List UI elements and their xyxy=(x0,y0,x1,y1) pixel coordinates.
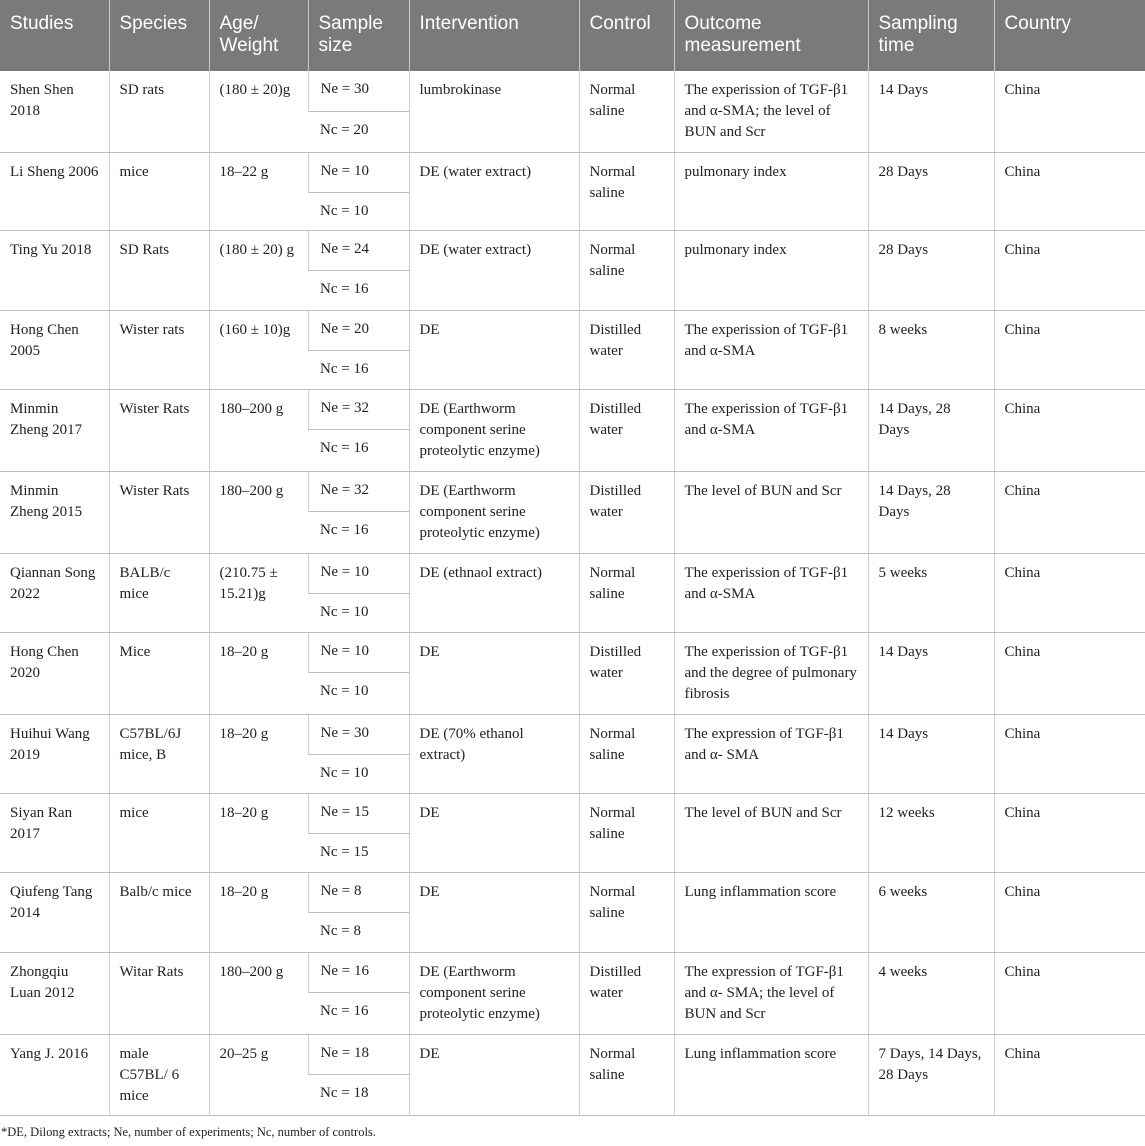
cell-age-weight: (210.75 ± 15.21)g xyxy=(209,553,308,632)
cell-outcome: The experission of TGF-β1 and the degree of pulmonary fibrosis xyxy=(674,632,868,714)
cell-sampling-time: 5 weeks xyxy=(868,553,994,632)
cell-age-weight: 180–200 g xyxy=(209,471,308,553)
cell-outcome: pulmonary index xyxy=(674,230,868,310)
cell-species: mice xyxy=(109,152,209,230)
table-row xyxy=(0,553,1145,593)
table-row xyxy=(0,310,1145,350)
cell-species: BALB/c mice xyxy=(109,553,209,632)
cell-age-weight: 180–200 g xyxy=(209,952,308,1034)
cell-age-weight: 18–20 g xyxy=(209,793,308,872)
cell-study: Qiannan Song 2022 xyxy=(0,553,109,632)
table-row xyxy=(0,71,1145,111)
cell-species: SD Rats xyxy=(109,230,209,310)
cell-sample-ne: Ne = 30 xyxy=(308,71,409,111)
cell-sample-ne: Ne = 16 xyxy=(308,952,409,992)
cell-sample-nc: Nc = 10 xyxy=(308,754,409,793)
table-row xyxy=(0,389,1145,429)
cell-sample-nc: Nc = 16 xyxy=(308,429,409,471)
cell-sample-nc: Nc = 8 xyxy=(308,912,409,952)
cell-outcome: pulmonary index xyxy=(674,152,868,230)
cell-age-weight: 20–25 g xyxy=(209,1034,308,1115)
cell-study: Ting Yu 2018 xyxy=(0,230,109,310)
cell-sample-ne: Ne = 18 xyxy=(308,1034,409,1074)
cell-sample-ne: Ne = 10 xyxy=(308,553,409,593)
cell-sampling-time: 12 weeks xyxy=(868,793,994,872)
cell-sampling-time: 14 Days xyxy=(868,71,994,152)
cell-intervention: DE (Earthworm component serine proteolytic enzyme) xyxy=(409,389,579,471)
cell-intervention: DE xyxy=(409,310,579,389)
cell-species: Balb/c mice xyxy=(109,872,209,952)
cell-country: China xyxy=(994,230,1145,310)
cell-outcome: The expression of TGF-β1 and α- SMA xyxy=(674,714,868,793)
cell-control: Normal saline xyxy=(579,793,674,872)
cell-species: C57BL/6J mice, B xyxy=(109,714,209,793)
cell-intervention: DE (water extract) xyxy=(409,230,579,310)
cell-control: Normal saline xyxy=(579,714,674,793)
cell-sample-nc: Nc = 16 xyxy=(308,511,409,553)
cell-control: Normal saline xyxy=(579,1034,674,1115)
cell-sample-nc: Nc = 16 xyxy=(308,992,409,1034)
cell-species: Mice xyxy=(109,632,209,714)
cell-age-weight: 18–22 g xyxy=(209,152,308,230)
cell-age-weight: (160 ± 10)g xyxy=(209,310,308,389)
cell-control: Distilled water xyxy=(579,632,674,714)
cell-control: Distilled water xyxy=(579,952,674,1034)
cell-outcome: The level of BUN and Scr xyxy=(674,471,868,553)
cell-outcome: The experission of TGF-β1 and α-SMA; the level of BUN and Scr xyxy=(674,71,868,152)
cell-country: China xyxy=(994,714,1145,793)
cell-country: China xyxy=(994,632,1145,714)
cell-species: mice xyxy=(109,793,209,872)
cell-sample-nc: Nc = 18 xyxy=(308,1074,409,1115)
cell-country: China xyxy=(994,152,1145,230)
table-footnote: *DE, Dilong extracts; Ne, number of experiments; Nc, number of controls. xyxy=(1,1124,376,1139)
cell-intervention: DE (70% ethanol extract) xyxy=(409,714,579,793)
cell-country: China xyxy=(994,553,1145,632)
cell-sample-nc: Nc = 10 xyxy=(308,672,409,714)
cell-outcome: Lung inflammation score xyxy=(674,1034,868,1115)
cell-intervention: DE (Earthworm component serine proteolytic enzyme) xyxy=(409,471,579,553)
cell-control: Normal saline xyxy=(579,152,674,230)
cell-sample-nc: Nc = 20 xyxy=(308,111,409,152)
cell-country: China xyxy=(994,872,1145,952)
cell-sample-nc: Nc = 10 xyxy=(308,593,409,632)
cell-country: China xyxy=(994,310,1145,389)
table-row xyxy=(0,872,1145,912)
table-row xyxy=(0,152,1145,192)
cell-outcome: The experission of TGF-β1 and α-SMA xyxy=(674,389,868,471)
cell-control: Normal saline xyxy=(579,71,674,152)
header-row xyxy=(0,0,1145,71)
cell-sampling-time: 14 Days, 28 Days xyxy=(868,389,994,471)
cell-sample-ne: Ne = 32 xyxy=(308,471,409,511)
cell-control: Normal saline xyxy=(579,230,674,310)
cell-outcome: The experission of TGF-β1 and α-SMA xyxy=(674,553,868,632)
header-studies: Studies xyxy=(0,0,109,71)
cell-age-weight: 18–20 g xyxy=(209,714,308,793)
table-row xyxy=(0,952,1145,992)
cell-age-weight: (180 ± 20)g xyxy=(209,71,308,152)
cell-sampling-time: 4 weeks xyxy=(868,952,994,1034)
cell-species: SD rats xyxy=(109,71,209,152)
cell-intervention: DE xyxy=(409,632,579,714)
cell-intervention: DE (ethnaol extract) xyxy=(409,553,579,632)
cell-age-weight: 18–20 g xyxy=(209,632,308,714)
cell-sampling-time: 8 weeks xyxy=(868,310,994,389)
header-species: Species xyxy=(109,0,209,71)
cell-sampling-time: 28 Days xyxy=(868,230,994,310)
table-row xyxy=(0,1034,1145,1074)
cell-sample-ne: Ne = 10 xyxy=(308,632,409,672)
header-sampling-time: Sampling time xyxy=(868,0,994,71)
cell-study: Hong Chen 2005 xyxy=(0,310,109,389)
cell-species: Wister rats xyxy=(109,310,209,389)
table-row xyxy=(0,471,1145,511)
cell-sample-ne: Ne = 30 xyxy=(308,714,409,754)
table-row xyxy=(0,230,1145,270)
cell-sample-nc: Nc = 15 xyxy=(308,833,409,872)
cell-sample-nc: Nc = 16 xyxy=(308,350,409,389)
cell-study: Huihui Wang 2019 xyxy=(0,714,109,793)
table-body xyxy=(0,71,1145,1115)
cell-intervention: DE xyxy=(409,872,579,952)
table-row xyxy=(0,793,1145,833)
cell-outcome: Lung inflammation score xyxy=(674,872,868,952)
cell-control: Distilled water xyxy=(579,389,674,471)
cell-country: China xyxy=(994,1034,1145,1115)
cell-control: Normal saline xyxy=(579,872,674,952)
cell-sampling-time: 14 Days, 28 Days xyxy=(868,471,994,553)
header-intervention: Intervention xyxy=(409,0,579,71)
cell-study: Shen Shen 2018 xyxy=(0,71,109,152)
cell-species: Witar Rats xyxy=(109,952,209,1034)
cell-age-weight: 18–20 g xyxy=(209,872,308,952)
table-row xyxy=(0,632,1145,672)
header-sample-size: Sample size xyxy=(308,0,409,71)
cell-study: Yang J. 2016 xyxy=(0,1034,109,1115)
cell-age-weight: (180 ± 20) g xyxy=(209,230,308,310)
cell-country: China xyxy=(994,389,1145,471)
cell-sample-nc: Nc = 16 xyxy=(308,270,409,310)
cell-intervention: DE xyxy=(409,1034,579,1115)
cell-country: China xyxy=(994,71,1145,152)
cell-sample-nc: Nc = 10 xyxy=(308,192,409,230)
cell-country: China xyxy=(994,793,1145,872)
cell-intervention: DE xyxy=(409,793,579,872)
cell-sample-ne: Ne = 32 xyxy=(308,389,409,429)
cell-study: Li Sheng 2006 xyxy=(0,152,109,230)
table-row xyxy=(0,714,1145,754)
cell-country: China xyxy=(994,471,1145,553)
header-outcome-measurement: Outcome measurement xyxy=(674,0,868,71)
cell-intervention: lumbrokinase xyxy=(409,71,579,152)
header-age-weight: Age/ Weight xyxy=(209,0,308,71)
cell-sampling-time: 7 Days, 14 Days, 28 Days xyxy=(868,1034,994,1115)
cell-sample-ne: Ne = 15 xyxy=(308,793,409,833)
cell-sampling-time: 6 weeks xyxy=(868,872,994,952)
cell-control: Distilled water xyxy=(579,310,674,389)
cell-sample-ne: Ne = 10 xyxy=(308,152,409,192)
header-country: Country xyxy=(994,0,1145,71)
cell-study: Siyan Ran 2017 xyxy=(0,793,109,872)
cell-control: Normal saline xyxy=(579,553,674,632)
cell-outcome: The experission of TGF-β1 and α-SMA xyxy=(674,310,868,389)
cell-study: Minmin Zheng 2017 xyxy=(0,389,109,471)
cell-country: China xyxy=(994,952,1145,1034)
cell-control: Distilled water xyxy=(579,471,674,553)
cell-intervention: DE (Earthworm component serine proteolytic enzyme) xyxy=(409,952,579,1034)
cell-study: Zhongqiu Luan 2012 xyxy=(0,952,109,1034)
cell-study: Minmin Zheng 2015 xyxy=(0,471,109,553)
cell-study: Hong Chen 2020 xyxy=(0,632,109,714)
cell-intervention: DE (water extract) xyxy=(409,152,579,230)
cell-species: Wister Rats xyxy=(109,471,209,553)
cell-age-weight: 180–200 g xyxy=(209,389,308,471)
cell-sampling-time: 14 Days xyxy=(868,632,994,714)
header-control: Control xyxy=(579,0,674,71)
cell-species: male C57BL/ 6 mice xyxy=(109,1034,209,1115)
cell-sample-ne: Ne = 24 xyxy=(308,230,409,270)
cell-species: Wister Rats xyxy=(109,389,209,471)
cell-study: Qiufeng Tang 2014 xyxy=(0,872,109,952)
cell-sampling-time: 14 Days xyxy=(868,714,994,793)
cell-sampling-time: 28 Days xyxy=(868,152,994,230)
cell-sample-ne: Ne = 20 xyxy=(308,310,409,350)
cell-outcome: The level of BUN and Scr xyxy=(674,793,868,872)
cell-outcome: The expression of TGF-β1 and α- SMA; the level of BUN and Scr xyxy=(674,952,868,1034)
cell-sample-ne: Ne = 8 xyxy=(308,872,409,912)
